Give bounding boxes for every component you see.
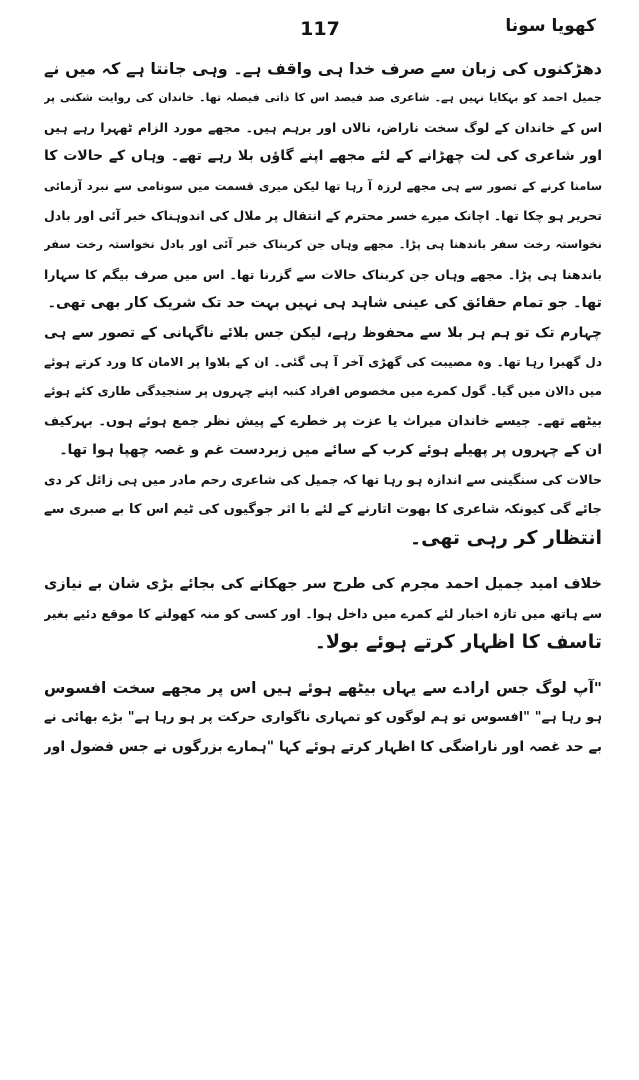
text-line: ان کے چہروں پر پھیلے ہوئے کرب کے سائے میں زبردست غم و غصہ چھپا ہوا تھا۔ xyxy=(59,442,602,459)
text-line: میں دالان میں گیا۔ گول کمرے میں مخصوص افراد کنبہ اپنے چہروں پر سنجیدگی طاری کئے ہوئے xyxy=(44,384,602,399)
paragraph xyxy=(44,319,602,466)
text-line: اور شاعری کی لت چھڑانے کے لئے مجھے اپنے گاؤں بلا رہے تھے۔ وہاں کے حالات کا xyxy=(44,148,602,165)
text-line: خلاف امید جمیل احمد مجرم کی طرح سر جھکانے کی بجائے بڑی شان بے نیازی xyxy=(44,575,602,592)
text-line: تاسف کا اظہار کرتے ہوئے بولا۔ xyxy=(314,631,602,654)
text-line: انتظار کر رہی تھی۔ xyxy=(409,527,602,550)
text-line: اس کے خاندان کے لوگ سخت ناراض، نالاں اور برہم ہیں۔ مجھے مورد الزام ٹھہرا رہے ہیں xyxy=(44,119,602,135)
paragraph xyxy=(44,54,602,319)
running-head xyxy=(40,14,600,42)
text-line: حالات کی سنگینی سے اندازہ ہو رہا تھا کہ جمیل کی شاعری رحم مادر میں ہی زائل کر دی xyxy=(44,472,602,488)
page-number: 117 xyxy=(300,18,340,40)
paragraph xyxy=(44,674,602,762)
text-line: سے ہاتھ میں تازہ اخبار لئے کمرے میں داخل ہوا۔ اور کسی کو منہ کھولنے کا موقع دئیے بغیر xyxy=(44,606,602,622)
text-line: دھڑکنوں کی زبان سے صرف خدا ہی واقف ہے۔ وہی جانتا ہے کہ میں نے xyxy=(44,59,602,78)
paragraph xyxy=(44,465,602,553)
text-line: بیٹھے تھے۔ جیسے خاندان میراث یا عزت پر خطرے کے پیش نظر جمع ہوئے ہوں۔ بہرکیف xyxy=(44,413,602,429)
text-line: تحریر ہو چکا تھا۔ اچانک میرے خسر محترم کے انتقال پر ملال کی اندوہناک خبر آئی اور بادل xyxy=(44,207,602,223)
text-line: چہارم تک تو ہم ہر بلا سے محفوظ رہے، لیکن جس بلائے ناگہانی کے تصور سے ہی xyxy=(44,324,602,341)
text-line: تھا۔ جو تمام حقائق کی عینی شاہد ہی نہیں بہت حد تک شریک کار بھی تھی۔ xyxy=(47,295,602,312)
text-line: جائے گی کیونکہ شاعری کا بھوت اتارنے کے لئے با اثر جوگیوں کی ٹیم اس کا بے صبری سے xyxy=(44,501,602,517)
text-line: نخواستہ رخت سفر باندھنا ہی پڑا۔ مجھے وہاں جن کربناک خبر آئی اور بادل نخواستہ رخت سفر xyxy=(44,237,602,252)
text-line: بے حد غصہ اور ناراضگی کا اظہار کرتے ہوئے کہا "ہمارے بزرگوں نے جس فضول اور xyxy=(44,738,602,755)
text-line: باندھنا ہی پڑا۔ مجھے وہاں جن کربناک حالات سے گزرنا تھا۔ اس میں صرف بیگم کا سہارا xyxy=(44,266,602,282)
book-title: کھویا سونا xyxy=(505,16,596,36)
text-line: جمیل احمد کو بہکایا نہیں ہے۔ شاعری صد فیصد اس کا ذاتی فیصلہ تھا۔ خاندان کی روایت شکنی پر xyxy=(44,91,602,105)
text-line: دل گھبرا رہا تھا۔ وہ مصیبت کی گھڑی آخر آ ہی گئی۔ ان کے بلاوا پر الامان کا ورد کرتے ہوئے xyxy=(44,354,602,369)
text-line: "آپ لوگ جس ارادے سے یہاں بیٹھے ہوئے ہیں اس پر مجھے سخت افسوس xyxy=(44,678,602,697)
paragraph xyxy=(44,570,602,658)
body-text xyxy=(44,54,602,1064)
text-line: ہو رہا ہے" "افسوس تو ہم لوگوں کو تمہاری ناگواری حرکت پر ہو رہا ہے" بڑے بھائی نے xyxy=(44,710,602,726)
text-line: سامنا کرنے کے تصور سے ہی مجھے لرزہ آ رہا تھا لیکن میری قسمت میں سونامی سے نبرد آزمائی xyxy=(44,178,602,193)
